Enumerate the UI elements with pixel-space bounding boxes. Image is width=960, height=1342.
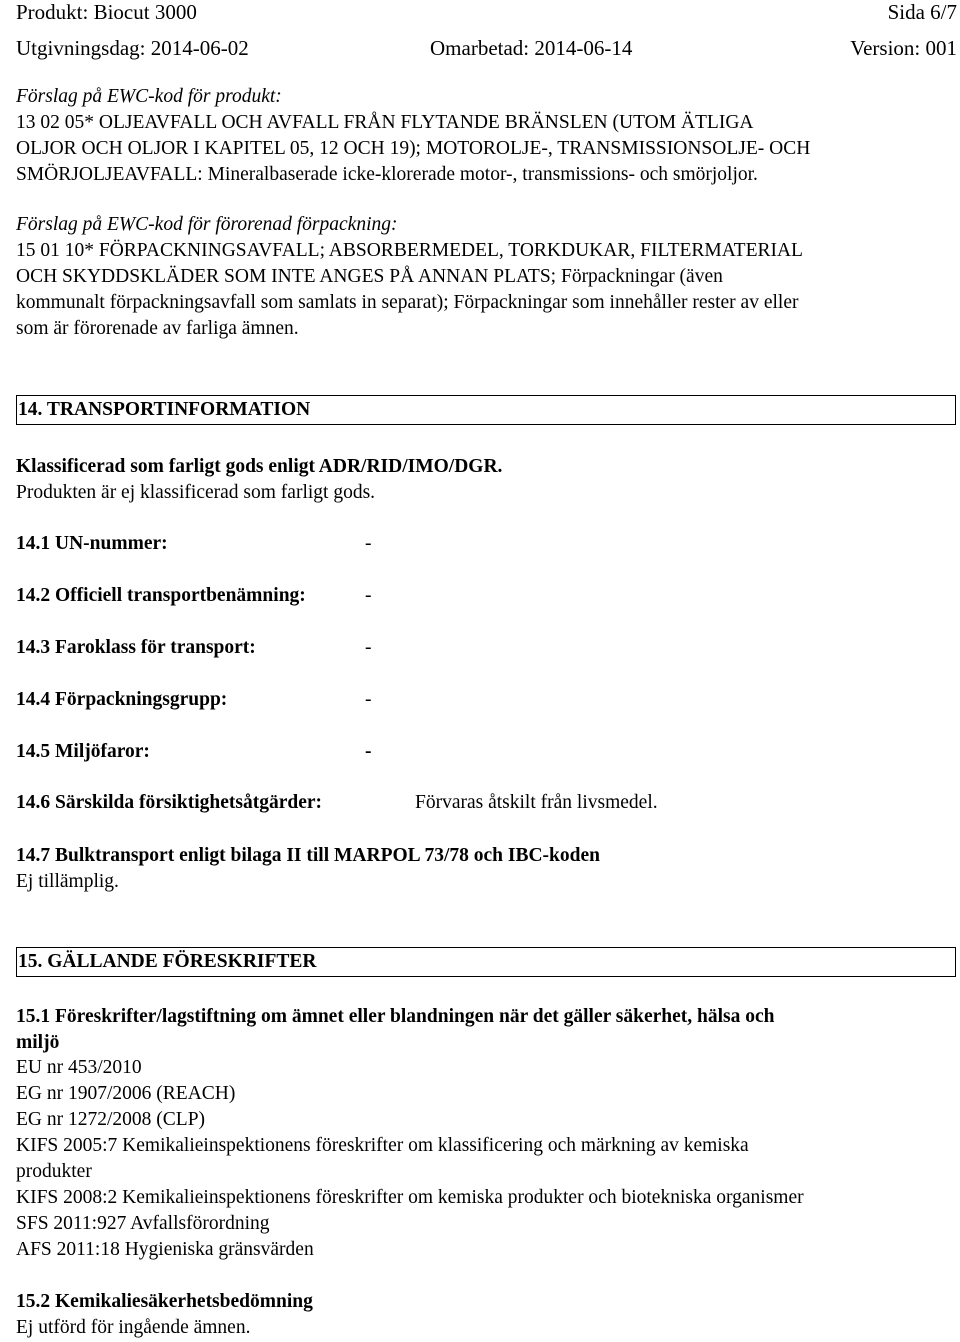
page-number: Sida 6/7 — [887, 0, 957, 24]
regulation-item: produkter — [16, 1161, 92, 1182]
transport-item-label: 14.3 Faroklass för transport: — [16, 637, 256, 658]
regulation-item: KIFS 2005:7 Kemikalieinspektionens föreskrifter om klassificering och märkning av kemiska — [16, 1135, 749, 1156]
transport-item-label: 14.5 Miljöfaror: — [16, 741, 150, 762]
ewc-packaging-line: som är förorenade av farliga ämnen. — [16, 318, 299, 339]
transport-item-value: Förvaras åtskilt från livsmedel. — [415, 792, 658, 813]
transport-item-value: - — [365, 689, 372, 710]
product-name: Produkt: Biocut 3000 — [16, 0, 197, 24]
classified-text: Produkten är ej klassificerad som farligt gods. — [16, 482, 376, 503]
transport-item-value: - — [365, 533, 372, 554]
ewc-product-line: OLJOR OCH OLJOR I KAPITEL 05, 12 OCH 19); MOTOROLJE-, TRANSMISSIONSOLJE- OCH — [16, 138, 811, 159]
ewc-product-heading: Förslag på EWC-kod för produkt: — [16, 86, 282, 107]
regulation-item: AFS 2011:18 Hygieniska gränsvärden — [16, 1239, 314, 1260]
bulk-transport-text: Ej tillämplig. — [16, 871, 119, 892]
regulation-heading: miljö — [16, 1032, 60, 1053]
transport-item-value: - — [365, 741, 372, 762]
transport-item-label: 14.4 Förpackningsgrupp: — [16, 689, 228, 710]
transport-item-value: - — [365, 637, 372, 658]
transport-item-value: - — [365, 585, 372, 606]
issue-date: Utgivningsdag: 2014-06-02 — [16, 36, 249, 60]
transport-item-label: 14.2 Officiell transportbenämning: — [16, 585, 306, 606]
ewc-packaging-heading: Förslag på EWC-kod för förorenad förpackning: — [16, 214, 398, 235]
version: Version: 001 — [850, 36, 957, 60]
revision-date: Omarbetad: 2014-06-14 — [430, 36, 633, 60]
ewc-packaging-line: 15 01 10* FÖRPACKNINGSAVFALL; ABSORBERMEDEL, TORKDUKAR, FILTERMATERIAL — [16, 240, 803, 261]
transport-item-label: 14.6 Särskilda försiktighetsåtgärder: — [16, 792, 323, 813]
regulation-item: EG nr 1907/2006 (REACH) — [16, 1083, 236, 1104]
regulation-item: KIFS 2008:2 Kemikalieinspektionens föreskrifter om kemiska produkter och biotekniska organismer — [16, 1187, 804, 1208]
chemical-safety-heading: 15.2 Kemikaliesäkerhetsbedömning — [16, 1291, 313, 1312]
bulk-transport-heading: 14.7 Bulktransport enligt bilaga II till MARPOL 73/78 och IBC-koden — [16, 845, 600, 866]
regulation-item: SFS 2011:927 Avfallsförordning — [16, 1213, 270, 1234]
regulation-item: EG nr 1272/2008 (CLP) — [16, 1109, 206, 1130]
section-14-title: 14. TRANSPORTINFORMATION — [16, 395, 956, 425]
regulation-heading: 15.1 Föreskrifter/lagstiftning om ämnet eller blandningen när det gäller säkerhet, hälsa och — [16, 1006, 775, 1027]
ewc-packaging-line: OCH SKYDDSKLÄDER SOM INTE ANGES PÅ ANNAN PLATS; Förpackningar (även — [16, 266, 723, 287]
transport-item-label: 14.1 UN-nummer: — [16, 533, 168, 554]
section-15-title: 15. GÄLLANDE FÖRESKRIFTER — [16, 947, 956, 977]
ewc-packaging-line: kommunalt förpackningsavfall som samlats in separat); Förpackningar som innehåller rester av eller — [16, 292, 799, 313]
regulation-item: EU nr 453/2010 — [16, 1057, 142, 1078]
ewc-product-line: SMÖRJOLJEAVFALL: Mineralbaserade icke-klorerade motor-, transmissions- och smörjoljor. — [16, 164, 758, 185]
classified-heading: Klassificerad som farligt gods enligt ADR/RID/IMO/DGR. — [16, 456, 503, 477]
ewc-product-line: 13 02 05* OLJEAVFALL OCH AVFALL FRÅN FLYTANDE BRÄNSLEN (UTOM ÄTLIGA — [16, 112, 754, 133]
chemical-safety-text: Ej utförd för ingående ämnen. — [16, 1317, 251, 1338]
